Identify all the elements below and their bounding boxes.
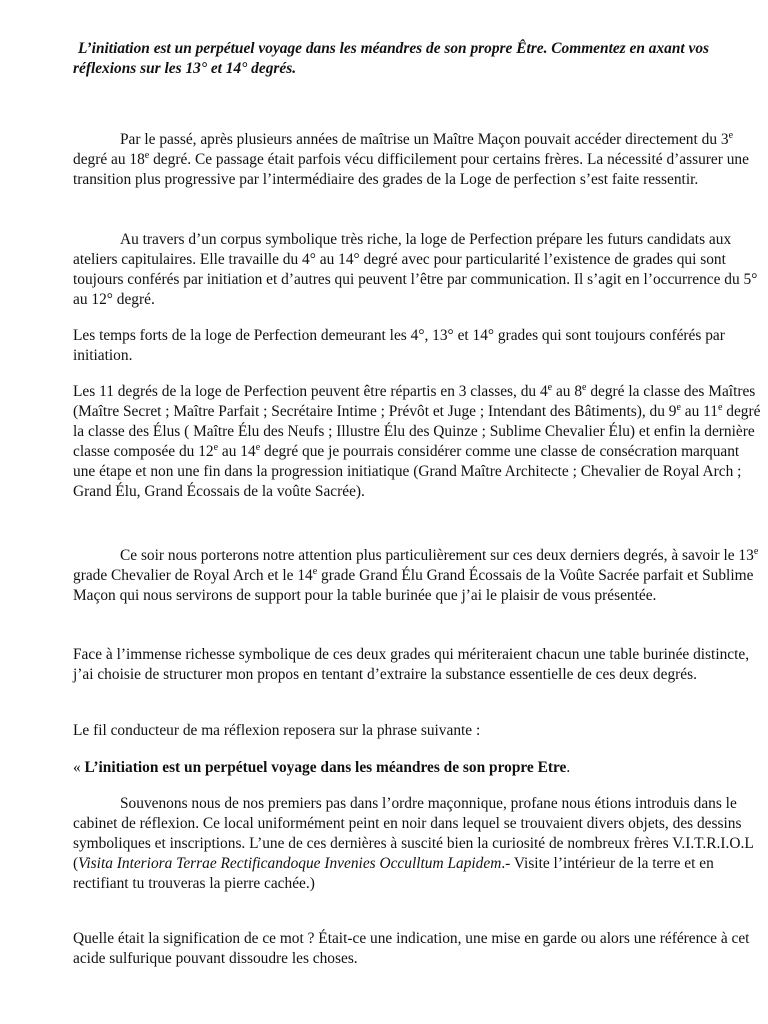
paragraph-1 bbox=[73, 130, 763, 190]
paragraph-1-text-b: degré au 18 bbox=[73, 151, 145, 168]
superscript: e bbox=[213, 442, 219, 453]
quote-end: . bbox=[566, 759, 571, 776]
paragraph-4-text-g: degré que je pourrais considérer comme une classe de consécration marquant une étape et non une fin dans la progression initiatique (Grand Maître Architecte ; Chevalier de Royal Arch ; Grand Élu, Grand Écossais de la voûte Sacrée). bbox=[73, 443, 742, 500]
superscript: e bbox=[547, 382, 553, 393]
paragraph-4-text-e: degré la classe des Élus ( Maître Élu des Neufs ; Illustre Élu des Quinze ; Sublime Chevalier Élu) et enfin la dernière classe composée du 12 bbox=[73, 403, 761, 460]
paragraph-6: Face à l’immense richesse symbolique de ces deux grades qui mériteraient chacun une table burinée distincte, j’ai choisie de structurer mon propos en tentant d’extraire la substance essentielle de ces deux degrés. bbox=[73, 646, 750, 683]
paragraph-4-text-a: Les 11 degrés de la loge de Perfection peuvent être répartis en 3 classes, du 4 bbox=[73, 383, 548, 400]
paragraph-9-text-b: .- Visite l’intérieur de la terre et en rectifiant tu trouveras la pierre cachée.) bbox=[73, 855, 714, 892]
superscript: e bbox=[753, 546, 759, 557]
paragraph-5-text-a: Ce soir nous porterons notre attention plus particulièrement sur ces deux derniers degrés, à savoir le 13 bbox=[120, 547, 754, 564]
paragraph-1-text-a: Par le passé, après plusieurs années de maîtrise un Maître Maçon pouvait accéder directement du 3 bbox=[120, 131, 729, 148]
paragraph-5-text-b: grade Chevalier de Royal Arch et le 14 bbox=[73, 567, 313, 584]
superscript: e bbox=[144, 150, 150, 161]
vitriol-latin: Visita Interiora Terrae Rectificandoque Invenies Occulltum Lapidem bbox=[78, 855, 502, 872]
paragraph-3: Les temps forts de la loge de Perfection demeurant les 4°, 13° et 14° grades qui sont toujours conférés par initiation. bbox=[73, 327, 725, 364]
paragraph-4 bbox=[73, 382, 763, 502]
paragraph-4-text-c: degré la classe des Maîtres (Maître Secret ; Maître Parfait ; Secrétaire Intime ; Prévôt et Juge ; Intendant des Bâtiments), du 9 bbox=[73, 383, 756, 420]
paragraph-1-text-c: degré. Ce passage était parfois vécu difficilement pour certains frères. La nécessité d’assurer une transition plus progressive par l’intermédiaire des grades de la Loge de perfection s’est faite ressentir. bbox=[73, 151, 749, 188]
paragraph-4-text-b: au 8 bbox=[552, 383, 583, 400]
paragraph-10: Quelle était la signification de ce mot ? Était-ce une indication, une mise en garde ou alors une référence à cet acide sulfurique pouvant dissoudre les choses. bbox=[73, 930, 750, 967]
paragraph-8-quote bbox=[73, 758, 763, 778]
paragraph-5-text-c: grade Grand Élu Grand Écossais de la Voûte Sacrée parfait et Sublime Maçon qui nous servirons de support pour la table burinée que j’ai le plaisir de vous présentée. bbox=[73, 567, 754, 604]
superscript: e bbox=[255, 442, 261, 453]
quote-text: L’initiation est un perpétuel voyage dans les méandres de son propre Etre bbox=[84, 759, 567, 776]
superscript: e bbox=[582, 382, 587, 393]
quote-open: « bbox=[73, 759, 85, 776]
superscript: e bbox=[312, 566, 318, 577]
paragraph-4-text-f: au 14 bbox=[218, 443, 256, 460]
paragraph-2: Au travers d’un corpus symbolique très riche, la loge de Perfection prépare les futurs candidats aux ateliers capitulaires. Elle travaille du 4° au 14° degré avec pour particularité l’existence de grades qui sont toujours conférés par initiation et d’autres qui peuvent l’être par communication. Il s’agit en l’occurrence du 5° au 12° degré. bbox=[73, 231, 758, 308]
document-title: L’initiation est un perpétuel voyage dans les méandres de son propre Être. Commentez en axant vos réflexions sur les 13° et 14° degrés. bbox=[73, 40, 710, 77]
superscript: e bbox=[728, 130, 734, 141]
superscript: e bbox=[717, 402, 723, 413]
superscript: e bbox=[676, 402, 681, 413]
paragraph-9-text-a: Souvenons nous de nos premiers pas dans l’ordre maçonnique, profane nous étions introduis dans le cabinet de réflexion. Ce local uniformément peint en noir dans lequel se trouvaient divers objets, des dessins symboliques et inscriptions. L’une de ces dernières à suscité bien la curiosité de nombreux frères V.I.T.R.I.O.L ( bbox=[73, 795, 754, 872]
paragraph-9 bbox=[73, 794, 763, 894]
paragraph-4-text-d: au 11 bbox=[680, 403, 718, 420]
paragraph-5 bbox=[73, 546, 763, 606]
paragraph-7: Le fil conducteur de ma réflexion reposera sur la phrase suivante : bbox=[73, 722, 481, 739]
